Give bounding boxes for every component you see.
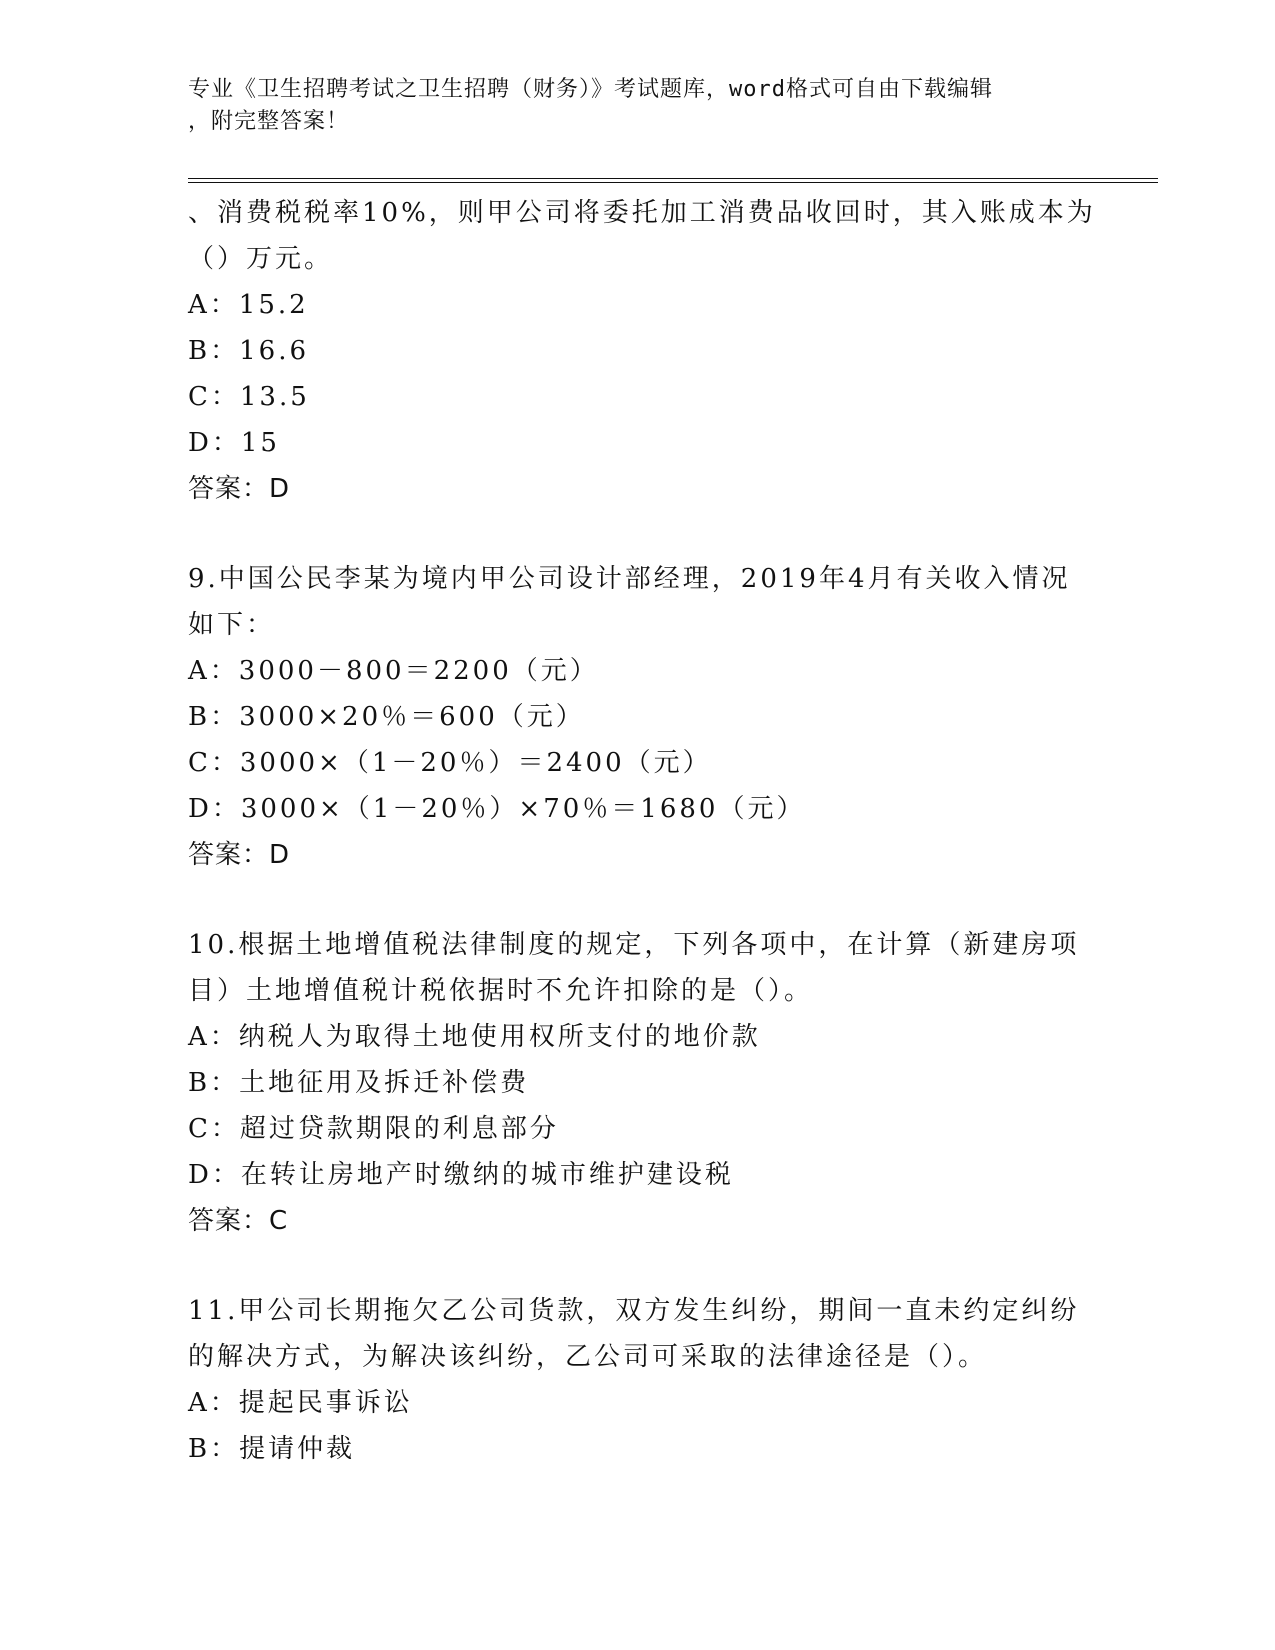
option-c: C：3000×（1－20％）＝2400（元）	[188, 748, 712, 778]
document-header	[188, 74, 1068, 138]
option-d: D：3000×（1－20％）×70％＝1680（元）	[188, 794, 806, 824]
header-divider-top	[188, 178, 1158, 179]
question-text-line: 11.甲公司长期拖欠乙公司货款，双方发生纠纷，期间一直未约定纠纷	[188, 1296, 1080, 1326]
question-block-partial	[188, 190, 1096, 512]
option-a: A：提起民事诉讼	[188, 1388, 413, 1418]
option-c: C：13.5	[188, 382, 310, 412]
option-a: A：纳税人为取得土地使用权所支付的地价款	[188, 1022, 761, 1052]
question-text-line: 如下：	[188, 610, 276, 640]
question-text-line: 9.中国公民李某为境内甲公司设计部经理，2019年4月有关收入情况	[188, 564, 1071, 594]
option-b: B：16.6	[188, 336, 309, 366]
question-block-10	[188, 922, 1088, 1244]
option-b: B：3000×20％＝600（元）	[188, 702, 585, 732]
spacer	[188, 512, 1088, 556]
option-a: A：3000－800＝2200（元）	[188, 656, 599, 686]
question-text-line: 目）土地增值税计税依据时不允许扣除的是（）。	[188, 976, 814, 1006]
question-text-line: 10.根据土地增值税法律制度的规定，下列各项中，在计算（新建房项	[188, 930, 1080, 960]
header-divider-bottom	[188, 182, 1158, 183]
option-d: D：15	[188, 428, 280, 458]
answer-line: 答案：D	[188, 474, 291, 504]
question-block-11	[188, 1288, 1088, 1472]
answer-line: 答案：D	[188, 840, 291, 870]
spacer	[188, 878, 1088, 922]
spacer	[188, 1244, 1088, 1288]
option-d: D：在转让房地产时缴纳的城市维护建设税	[188, 1160, 734, 1190]
question-list	[188, 190, 1096, 1472]
option-b: B：提请仲裁	[188, 1434, 356, 1464]
option-c: C：超过贷款期限的利息部分	[188, 1114, 559, 1144]
answer-line: 答案：C	[188, 1206, 289, 1236]
header-line-2: ，附完整答案！	[188, 109, 350, 134]
header-line-1: 专业《卫生招聘考试之卫生招聘（财务）》考试题库，word格式可自由下载编辑	[188, 77, 993, 102]
option-a: A：15.2	[188, 290, 309, 320]
question-text-line: 的解决方式，为解决该纠纷，乙公司可采取的法律途径是（）。	[188, 1342, 988, 1372]
question-text-line: （）万元。	[188, 244, 334, 274]
question-text-line: 、消费税税率10%，则甲公司将委托加工消费品收回时，其入账成本为	[188, 198, 1096, 228]
question-block-9	[188, 556, 1088, 878]
option-b: B：土地征用及拆迁补偿费	[188, 1068, 530, 1098]
